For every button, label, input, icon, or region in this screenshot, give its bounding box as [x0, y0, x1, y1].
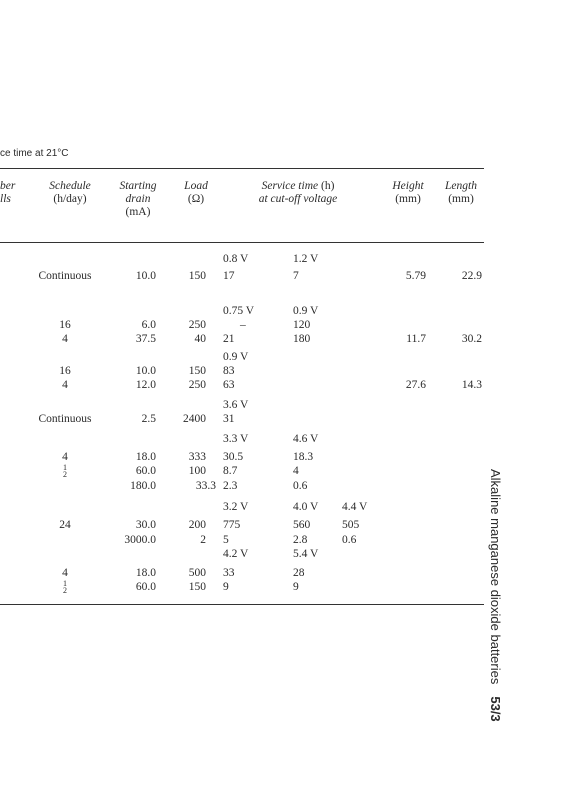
cell-service: 0.6 [342, 534, 357, 546]
cell-drain: 3000.0 [124, 534, 156, 546]
cell-drain: 10.0 [135, 365, 156, 377]
cell-height: 27.6 [405, 379, 426, 391]
header-rule [0, 242, 484, 243]
cell-schedule-fraction: 1 2 [63, 579, 67, 595]
cell-service: 9 [223, 581, 229, 593]
cell-service: 5 [223, 534, 229, 546]
header-schedule: Schedule (h/day) [49, 180, 91, 205]
cell-drain: 12.0 [135, 379, 156, 391]
cell-service: 8.7 [223, 465, 238, 477]
cell-schedule-fraction: 1 2 [63, 463, 67, 479]
running-title: Alkaline manganese dioxide batteries [488, 469, 503, 685]
cell-service: 30.5 [223, 451, 244, 463]
cell-load: 250 [188, 379, 206, 391]
cell-service: 21 [223, 333, 235, 345]
cell-schedule: 16 [59, 365, 71, 377]
cell-height: 11.7 [406, 333, 426, 345]
cell-load: 250 [188, 319, 206, 331]
header-cells: ber lls [0, 180, 16, 205]
cell-service: 18.3 [293, 451, 314, 463]
cell-length: 30.2 [461, 333, 482, 345]
cell-load: 100 [188, 465, 206, 477]
voltage-label: 3.6 V [223, 399, 249, 411]
cell-service: 17 [223, 270, 235, 282]
cell-height: 5.79 [405, 270, 426, 282]
cell-load: 2400 [183, 413, 206, 425]
cell-drain: 30.0 [135, 519, 156, 531]
voltage-label: 0.9 V [223, 351, 249, 363]
cell-service: 180 [293, 333, 311, 345]
cell-load: 33.3 [195, 480, 216, 492]
header-starting-drain: Starting drain (mA) [119, 180, 157, 218]
voltage-label: 3.2 V [223, 501, 249, 513]
cell-schedule: 4 [62, 451, 68, 463]
table-caption: ce time at 21°C [0, 148, 69, 159]
cell-service: 505 [342, 519, 360, 531]
cell-load: 40 [194, 333, 206, 345]
header-height: Height (mm) [392, 180, 424, 205]
cell-service: 83 [223, 365, 235, 377]
cell-service: 0.6 [293, 480, 308, 492]
cell-drain: 60.0 [135, 581, 156, 593]
cell-drain: 2.5 [141, 413, 156, 425]
cell-schedule: 16 [59, 319, 71, 331]
cell-length: 14.3 [461, 379, 482, 391]
voltage-label: 4.0 V [293, 501, 319, 513]
header-load: Load (Ω) [184, 180, 208, 205]
cell-service: 560 [293, 519, 311, 531]
cell-schedule: 4 [62, 333, 68, 345]
top-rule [0, 168, 484, 169]
voltage-label: 0.8 V [223, 253, 249, 265]
cell-service: 2.3 [223, 480, 238, 492]
cell-load: 500 [188, 567, 206, 579]
cell-schedule: Continuous [38, 270, 92, 282]
voltage-label: 4.4 V [342, 501, 368, 513]
voltage-label: 0.75 V [223, 305, 255, 317]
page-number: 53/3 [488, 696, 503, 722]
cell-load: 150 [188, 365, 206, 377]
voltage-label: 3.3 V [223, 433, 249, 445]
cell-service: 9 [293, 581, 299, 593]
cell-service: 28 [293, 567, 305, 579]
voltage-label: 0.9 V [293, 305, 319, 317]
cell-service: 7 [293, 270, 299, 282]
header-service-time: Service time (h) at cut-off voltage [258, 180, 338, 205]
header-length: Length (mm) [445, 180, 477, 205]
cell-service: 120 [293, 319, 311, 331]
voltage-label: 4.6 V [293, 433, 319, 445]
cell-service: 775 [223, 519, 241, 531]
cell-length: 22.9 [461, 270, 482, 282]
cell-schedule: Continuous [38, 413, 92, 425]
cell-service: 33 [223, 567, 235, 579]
cell-load: 200 [188, 519, 206, 531]
cell-drain: 6.0 [141, 319, 156, 331]
cell-drain: 60.0 [135, 465, 156, 477]
cell-load: 150 [188, 581, 206, 593]
cell-drain: 180.0 [130, 480, 156, 492]
cell-schedule: 4 [62, 379, 68, 391]
bottom-rule [0, 604, 484, 605]
voltage-label: 4.2 V [223, 548, 249, 560]
cell-load: 150 [188, 270, 206, 282]
voltage-label: 1.2 V [293, 253, 319, 265]
cell-service: – [240, 319, 246, 331]
cell-drain: 18.0 [135, 567, 156, 579]
cell-drain: 10.0 [135, 270, 156, 282]
cell-drain: 37.5 [135, 333, 156, 345]
cell-service: 63 [223, 379, 235, 391]
cell-schedule: 4 [62, 567, 68, 579]
voltage-label: 5.4 V [293, 548, 319, 560]
cell-drain: 18.0 [135, 451, 156, 463]
cell-service: 2.8 [293, 534, 308, 546]
running-header [487, 469, 503, 739]
cell-service: 4 [293, 465, 299, 477]
cell-service: 31 [223, 413, 235, 425]
cell-load: 333 [188, 451, 206, 463]
cell-schedule: 24 [59, 519, 71, 531]
cell-load: 2 [200, 534, 206, 546]
